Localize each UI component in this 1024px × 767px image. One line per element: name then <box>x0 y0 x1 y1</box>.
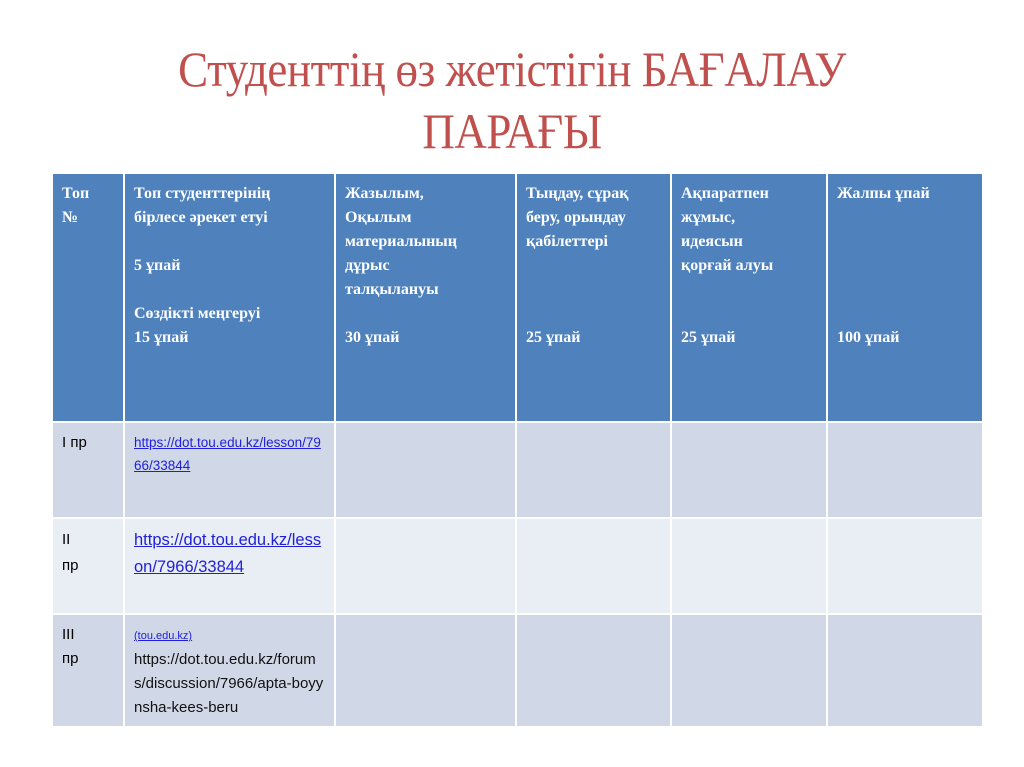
forum-link[interactable]: (tou.edu.kz) <box>134 630 193 642</box>
table-header-row <box>52 173 983 422</box>
information-work-input-cell[interactable] <box>671 518 827 614</box>
group-number-cell: ІІ пр <box>52 518 124 614</box>
group-number-cell: І пр <box>52 422 124 518</box>
header-collaboration: Топ студенттерінің бірлесе әрекет етуі 5 ұпай Сөздікті меңгеруі 15 ұпай <box>124 173 335 422</box>
header-writing-reading: Жазылым, Оқылым материалының дұрыс талқылануы 30 ұпай <box>335 173 516 422</box>
writing-reading-input-cell[interactable] <box>335 614 516 727</box>
vocabulary-label: Сөздікті меңгеруі <box>134 305 261 322</box>
listening-input-cell[interactable] <box>516 518 671 614</box>
lesson-link[interactable]: https://dot.tou.edu.kz/lesson/7966/33844 <box>134 435 321 473</box>
group-number-cell: ІІІ пр <box>52 614 124 727</box>
total-input-cell[interactable] <box>827 614 983 727</box>
listening-score: 25 ұпай <box>526 329 581 346</box>
total-input-cell[interactable] <box>827 422 983 518</box>
lesson-link[interactable]: https://dot.tou.edu.kz/lesson/7966/33844 <box>134 531 322 576</box>
vocabulary-score: 15 ұпай <box>134 329 189 346</box>
table-row <box>52 518 983 614</box>
header-listening: Тыңдау, сұрақ беру, орындау қабілеттері 25 ұпай <box>516 173 671 422</box>
table-row <box>52 422 983 518</box>
writing-reading-input-cell[interactable] <box>335 518 516 614</box>
information-work-score: 25 ұпай <box>681 329 736 346</box>
information-work-input-cell[interactable] <box>671 422 827 518</box>
header-group-number: Топ № <box>52 173 124 422</box>
forum-url-text: https://dot.tou.edu.kz/forums/discussion/7966/apta-boyynsha-kees-beru <box>134 651 324 716</box>
listening-input-cell[interactable] <box>516 422 671 518</box>
page-title <box>105 38 919 162</box>
header-total: Жалпы ұпай 100 ұпай <box>827 173 983 422</box>
link-cell <box>124 518 335 614</box>
listening-input-cell[interactable] <box>516 614 671 727</box>
title-line-1: Студенттің өз жетістігін БАҒАЛАУ <box>178 41 846 97</box>
writing-reading-score: 30 ұпай <box>345 329 400 346</box>
link-cell <box>124 422 335 518</box>
total-input-cell[interactable] <box>827 518 983 614</box>
total-score: 100 ұпай <box>837 329 900 346</box>
title-line-2: ПАРАҒЫ <box>422 103 602 159</box>
assessment-table <box>51 172 984 728</box>
link-cell <box>124 614 335 727</box>
collaboration-score: 5 ұпай <box>134 257 181 274</box>
table-row <box>52 614 983 727</box>
information-work-input-cell[interactable] <box>671 614 827 727</box>
header-information-work: Ақпаратпен жұмыс, идеясын қорғай алуы 25 ұпай <box>671 173 827 422</box>
writing-reading-input-cell[interactable] <box>335 422 516 518</box>
